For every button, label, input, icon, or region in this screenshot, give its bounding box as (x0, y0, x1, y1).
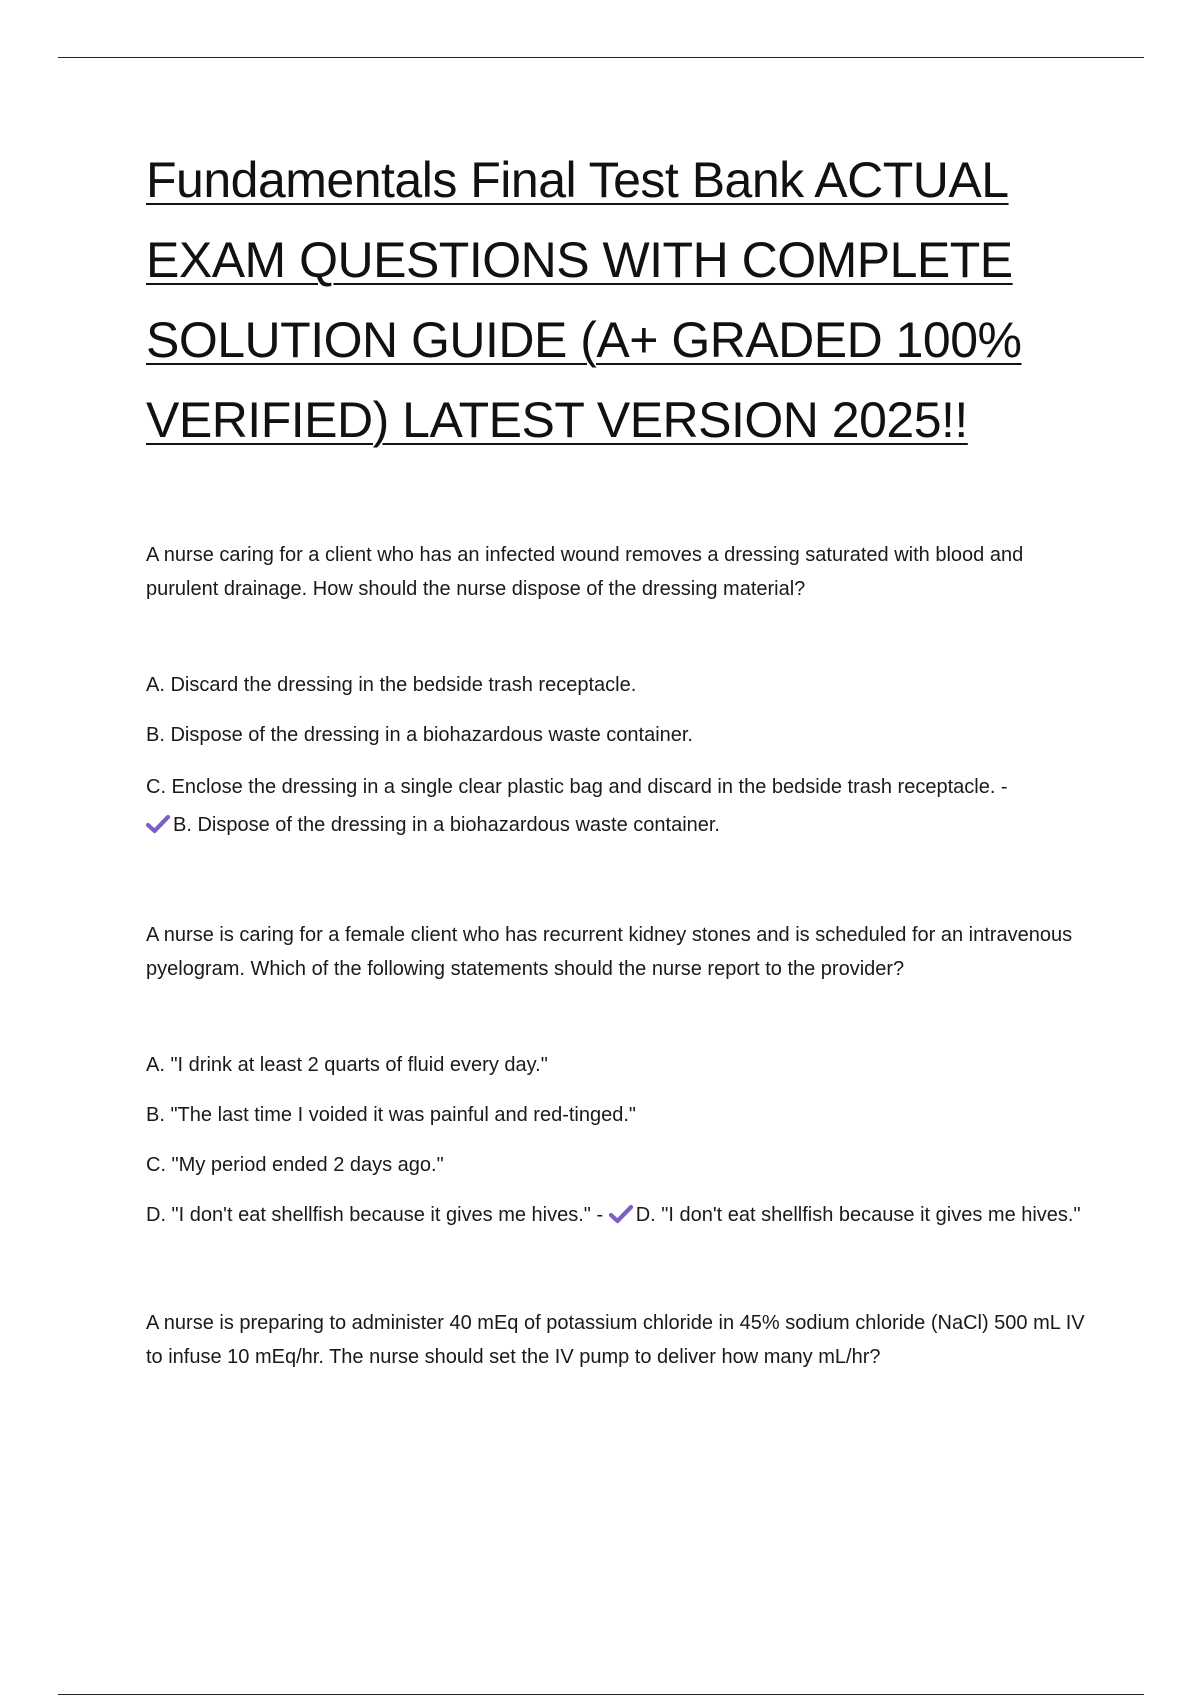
option-item: A. "I drink at least 2 quarts of fluid every day." (146, 1054, 548, 1076)
title-line: SOLUTION GUIDE (A+ GRADED 100% (146, 312, 1022, 368)
question-text: A nurse is preparing to administer 40 mEq of potassium chloride in 45% sodium chloride (NaCl) 500 mL IV to infuse 10 mEq/hr. The nurse should set the IV pump to deliver how many mL/hr? (146, 1312, 1085, 1368)
question-text: A nurse is caring for a female client who has recurrent kidney stones and is scheduled for an intravenous pyelogram. Which of the following statements should the nurse report to the provider? (146, 924, 1073, 980)
checkmark-icon (146, 814, 170, 834)
answer-text: D. "I don't eat shellfish because it gives me hives." (635, 1204, 1081, 1226)
option-item: B. "The last time I voided it was painful and red-tinged." (146, 1104, 637, 1126)
question-block (146, 1306, 1086, 1374)
option-item: C. "My period ended 2 days ago." (146, 1154, 444, 1176)
document-title (146, 140, 1086, 460)
option-item: B. Dispose of the dressing in a biohazardous waste container. (146, 724, 693, 746)
question-block (146, 918, 1086, 1232)
title-line: EXAM QUESTIONS WITH COMPLETE (146, 232, 1013, 288)
option-text: C. Enclose the dressing in a single clear plastic bag and discard in the bedside trash receptacle. - (146, 776, 1008, 798)
option-item-with-answer (146, 768, 1086, 844)
title-line: Fundamentals Final Test Bank ACTUAL (146, 152, 1009, 208)
bottom-rule (58, 1694, 1144, 1695)
option-text: D. "I don't eat shellfish because it gives me hives." - (146, 1204, 604, 1226)
checkmark-icon (609, 1204, 633, 1224)
question-block (146, 538, 1086, 844)
title-line: VERIFIED) LATEST VERSION 2025!! (146, 392, 968, 448)
option-list (146, 1048, 1086, 1232)
answer-text: B. Dispose of the dressing in a biohazardous waste container. (173, 814, 720, 836)
option-list (146, 668, 1086, 844)
top-rule (58, 57, 1144, 58)
option-item-with-answer (146, 1198, 1086, 1232)
option-item: A. Discard the dressing in the bedside trash receptacle. (146, 674, 637, 696)
document-body (146, 140, 1086, 1374)
question-text: A nurse caring for a client who has an infected wound removes a dressing saturated with blood and purulent drainage. How should the nurse dispose of the dressing material? (146, 544, 1024, 600)
